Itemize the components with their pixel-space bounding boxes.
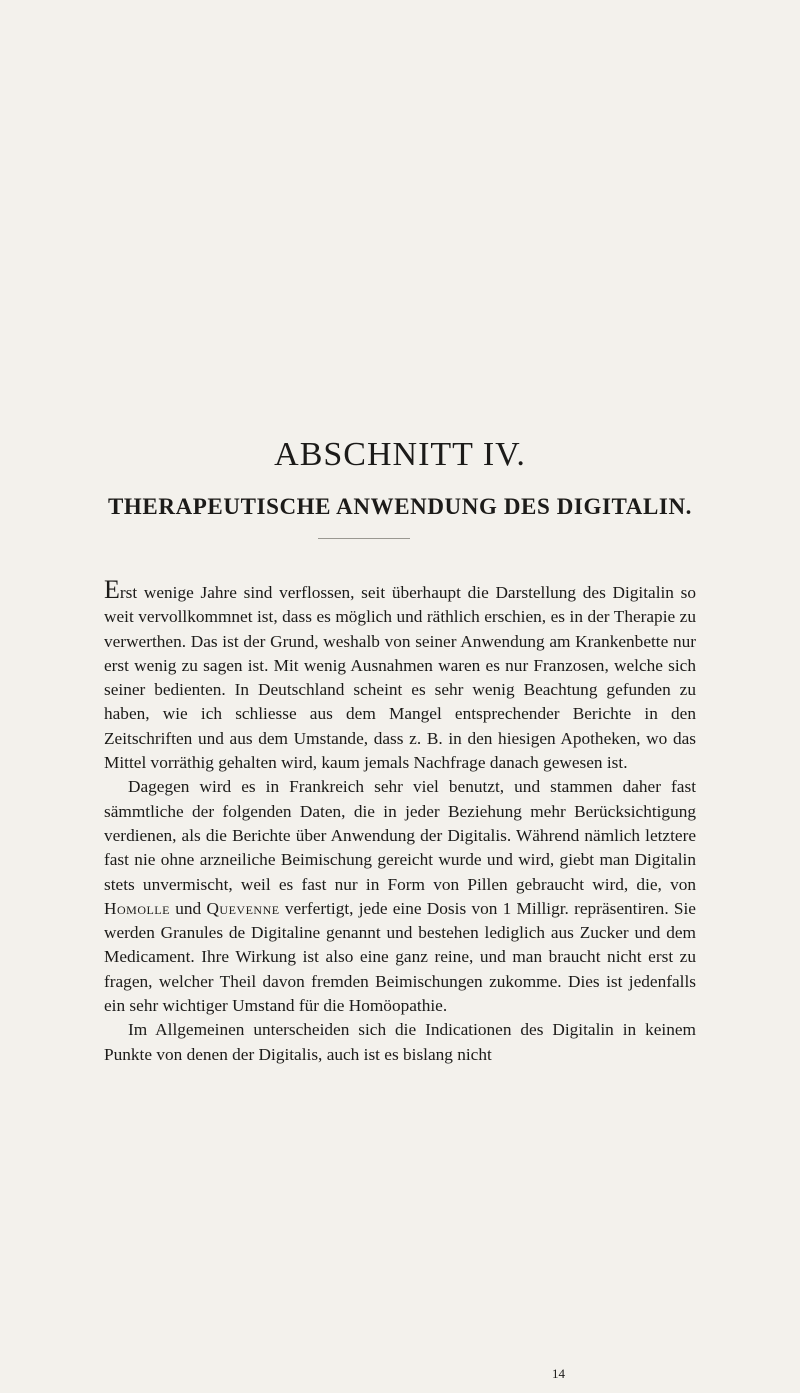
author-name-quevenne: Quevenne <box>206 898 280 918</box>
paragraph-1-text: rst wenige Jahre sind verflossen, seit überhaupt die Darstellung des Digitalin so weit vervollkommnet ist, dass es möglich und räthlich erschien, es in der Therapie zu verwerthen. Das ist der Grund, weshalb von seiner Anwendung am Krankenbette nur erst wenig zu sagen ist. Mit wenig Ausnahmen waren es nur Franzosen, welche sich seiner bedienten. In Deutschland scheint es sehr wenig Beachtung gefunden zu haben, wie ich schliesse aus dem Mangel entsprechender Berichte in den Zeitschriften und aus dem Umstande, dass z. B. in den hiesigen Apotheken, wo das Mittel vorräthig gehalten wird, kaum jemals Nachfrage danach gewesen ist. <box>104 583 696 773</box>
paragraph-3 <box>104 1018 696 1067</box>
paragraph-2-text-before: Dagegen wird es in Frankreich sehr viel benutzt, und stammen daher fast sämmtliche der folgenden Daten, die in jeder Beziehung mehr Berücksichtigung verdienen, als die Berichte über Anwendung der Digitalis. Während nämlich letztere fast nie ohne arzneiliche Beimischung gereicht wurde und wird, giebt man Digitalin stets unvermischt, weil es fast nur in Form von Pillen gebraucht wird, die, von <box>104 777 696 894</box>
paragraph-2-text-middle: und <box>175 898 202 918</box>
signature-mark: 14 <box>552 1366 565 1381</box>
title-divider <box>318 538 410 539</box>
paragraph-2-text-after: verfertigt, jede eine Dosis von 1 Milligr. repräsentiren. Sie werden Granules de Digitaline genannt und bestehen lediglich aus Zucker und dem Medicament. Ihre Wirkung ist also eine ganz reine, und man braucht nicht erst zu fragen, welcher Theil davon fremden Beimischungen zukomme. Dies ist jedenfalls ein sehr wichtiger Umstand für die Homöopathie. <box>104 898 696 1016</box>
author-name-homolle: Homolle <box>104 898 170 918</box>
body-text <box>104 575 696 1067</box>
paragraph-3-text: Im Allgemeinen unterscheiden sich die Indicationen des Digitalin in keinem Punkte von denen der Digitalis, auch ist es bislang nicht <box>104 1020 696 1064</box>
paragraph-1 <box>104 575 696 775</box>
chapter-title: THERAPEUTISCHE ANWENDUNG DES DIGITALIN. <box>107 494 693 519</box>
section-heading: ABSCHNITT IV. <box>274 436 526 473</box>
paragraph-2 <box>104 775 696 1018</box>
drop-cap: E <box>104 575 120 604</box>
